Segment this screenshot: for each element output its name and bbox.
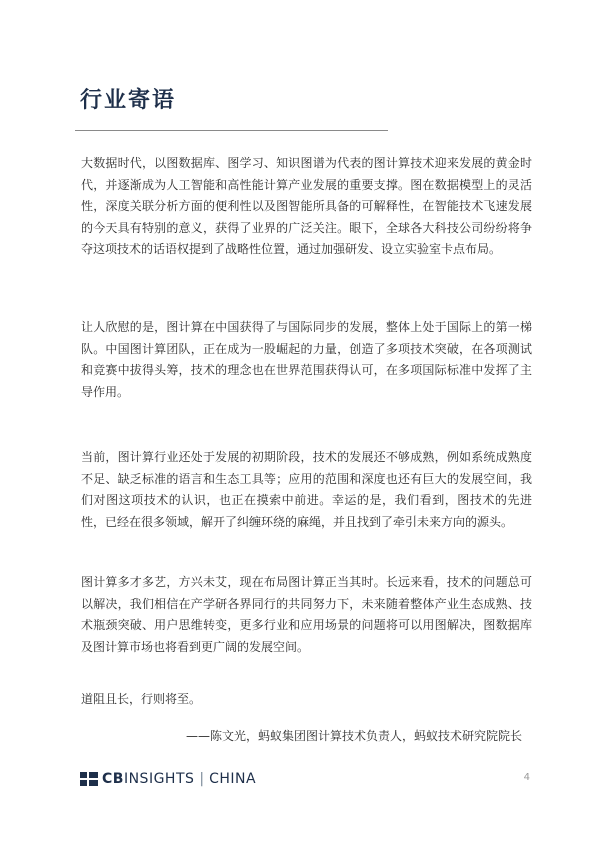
logo-china-text: CHINA — [209, 771, 257, 787]
cbinsights-china-logo — [80, 770, 256, 788]
page-number: 4 — [523, 772, 530, 783]
paragraph-1: 大数据时代，以图数据库、图学习、知识图谱为代表的图计算技术迎来发展的黄金时代，并逐渐成为人工智能和高性能计算产业发展的重要支撑。图在数据模型上的灵活性，深度关联分析方面的便利性以及图智能所具备的可解释性，在智能技术飞速发展的今天具有特别的意义，获得了业界的广泛关注。眼下，全球各大科技公司纷纷将争夺这项技术的话语权提到了战略性位置，通过加强研发、设立实验室卡点布局。 — [81, 156, 532, 257]
paragraph-3: 当前，图计算行业还处于发展的初期阶段，技术的发展还不够成熟，例如系统成熟度不足、缺乏标准的语言和生态工具等；应用的范围和深度也还有巨大的发展空间，我们对图这项技术的认识，也正在摸索中前进。幸运的是，我们看到，图技术的先进性，已经在很多领域，解开了纠缠环绕的麻绳，并且找到了牵引未来方向的源头。 — [81, 450, 532, 529]
page-title: 行业寄语 — [80, 88, 177, 113]
cbinsights-logo-icon — [80, 772, 98, 786]
paragraph-5: 道阻且长，行则将至。 — [81, 692, 202, 706]
paragraph-2: 让人欣慰的是，图计算在中国获得了与国际同步的发展，整体上处于国际上的第一梯队。中国图计算团队，正在成为一股崛起的力量，创造了多项技术突破，在各项测试和竞赛中拔得头筹，技术的理念也在世界范围获得认可，在多项国际标准中发挥了主导作用。 — [81, 320, 532, 399]
logo-cb-text: CB — [102, 771, 124, 787]
logo-separator: | — [199, 771, 205, 787]
signature: ——陈文光，蚂蚁集团图计算技术负责人，蚂蚁技术研究院院长 — [185, 729, 522, 743]
title-divider — [75, 130, 388, 131]
paragraph-4: 图计算多才多艺，方兴未艾，现在布局图计算正当其时。长远来看，技术的问题总可以解决，我们相信在产学研各界同行的共同努力下，未来随着整体产业生态成熟、技术瓶颈突破、用户思维转变，更多行业和应用场景的问题将可以用图解决，图数据库及图计算市场也将看到更广阔的发展空间。 — [81, 575, 532, 654]
logo-insights-text: INSIGHTS — [123, 771, 195, 787]
